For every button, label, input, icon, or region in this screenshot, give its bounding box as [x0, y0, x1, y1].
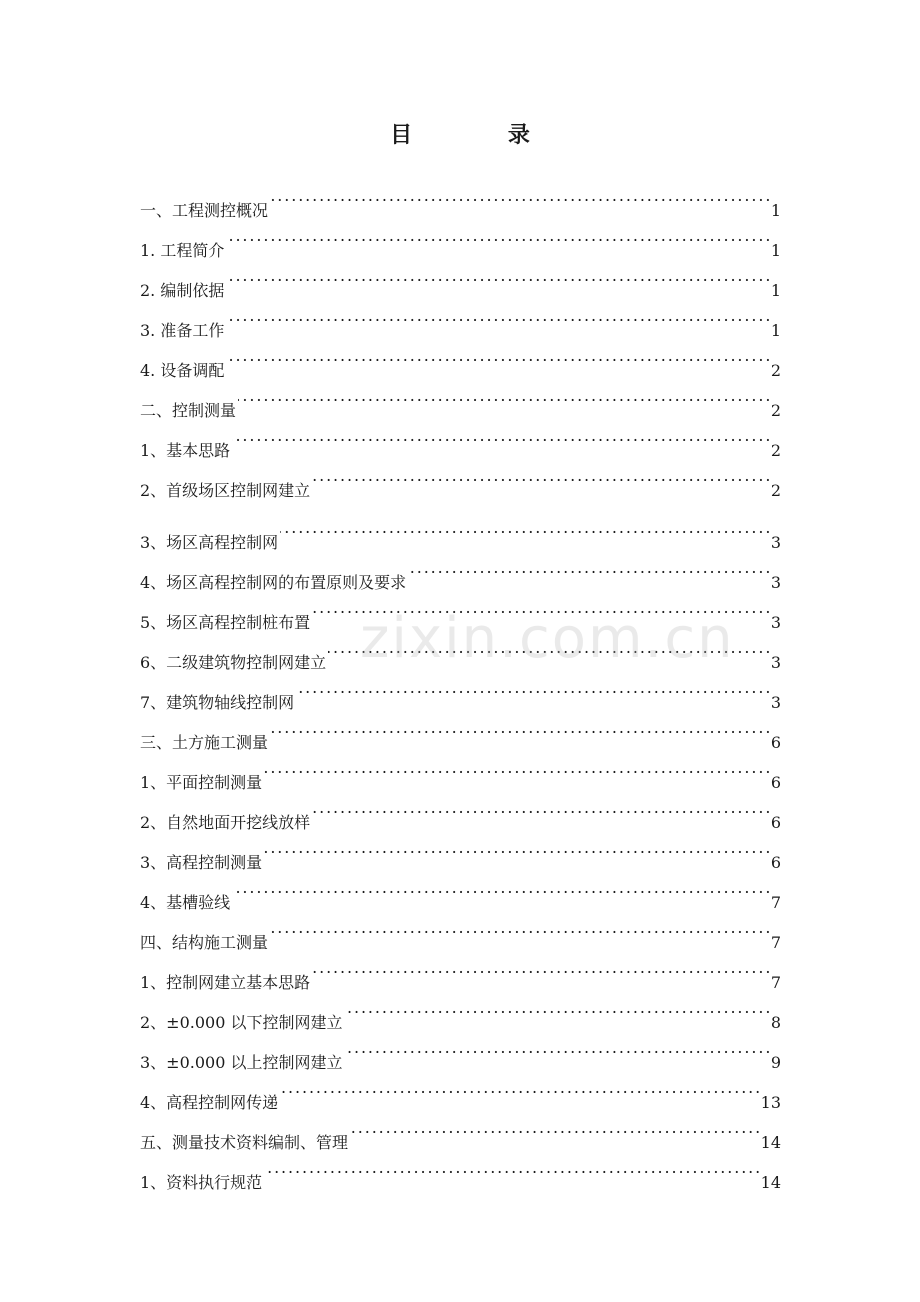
- toc-dot-leader: [270, 176, 769, 216]
- toc-entry-page: 2: [770, 401, 781, 420]
- toc-entry-page: 6: [770, 733, 781, 752]
- toc-entry[interactable]: [140, 376, 781, 420]
- toc-dot-leader: [312, 948, 769, 988]
- toc-entry-text: 2、自然地面开挖线放样: [140, 813, 311, 832]
- toc-entry-text: 一、工程测控概况: [140, 201, 269, 220]
- toc-entry-page: 2: [770, 361, 781, 380]
- toc-entry-page: 13: [760, 1093, 781, 1112]
- toc-entry-text: 1、基本思路: [140, 441, 231, 460]
- toc-entry-text: 五、测量技术资料编制、管理: [140, 1133, 349, 1152]
- toc-entry-page: 6: [770, 813, 781, 832]
- page-title: 目 录: [390, 122, 574, 148]
- toc-entry-page: 2: [770, 441, 781, 460]
- toc-dot-leader: [264, 828, 769, 868]
- toc-entry-text: 5、场区高程控制桩布置: [140, 613, 311, 632]
- toc-entry-text: 3. 准备工作: [140, 321, 225, 340]
- toc-entry-text: 三、土方施工测量: [140, 733, 269, 752]
- watermark: zixin.com.cn: [360, 606, 735, 671]
- toc-entry-text: 1、资料执行规范: [140, 1173, 263, 1192]
- toc-entry-page: 14: [760, 1133, 781, 1152]
- toc-dot-leader: [296, 668, 769, 708]
- toc-dot-leader: [344, 1028, 768, 1068]
- toc-entry-page: 3: [770, 653, 781, 672]
- toc-entry[interactable]: [140, 508, 781, 552]
- toc-dot-leader: [270, 908, 769, 948]
- toc-entry-text: 1、平面控制测量: [140, 773, 263, 792]
- toc-entry-text: 1. 工程简介: [140, 241, 225, 260]
- toc-dot-leader: [328, 628, 769, 668]
- toc-entry-page: 6: [770, 853, 781, 872]
- toc-entry[interactable]: [140, 296, 781, 340]
- toc-entry-page: 7: [770, 933, 781, 952]
- toc-entry-page: 1: [770, 241, 781, 260]
- toc-entry-text: 2、首级场区控制网建立: [140, 481, 311, 500]
- toc-entry-text: 4、基槽验线: [140, 893, 231, 912]
- toc-entry-page: 1: [770, 281, 781, 300]
- toc-dot-leader: [264, 748, 769, 788]
- toc-entry-page: 3: [770, 533, 781, 552]
- toc-dot-leader: [312, 788, 769, 828]
- toc-dot-leader: [226, 256, 768, 296]
- toc-entry-text: 2. 编制依据: [140, 281, 225, 300]
- toc-entry-text: 7、建筑物轴线控制网: [140, 693, 295, 712]
- toc-entry[interactable]: [140, 336, 781, 380]
- toc-dot-leader: [226, 296, 768, 336]
- toc-dot-leader: [232, 868, 769, 908]
- toc-entry-page: 8: [770, 1013, 781, 1032]
- toc-entry-page: 7: [770, 973, 781, 992]
- toc-entry[interactable]: [140, 456, 781, 502]
- toc-dot-leader: [226, 216, 768, 256]
- toc-entry[interactable]: [140, 216, 781, 260]
- toc-entry-page: 1: [770, 201, 781, 220]
- toc-entry-page: 7: [770, 893, 781, 912]
- toc-entry-page: 14: [760, 1173, 781, 1192]
- toc-entry-text: 3、场区高程控制网: [140, 533, 279, 552]
- toc-entry-text: 二、控制测量: [140, 401, 237, 420]
- toc-entry-page: 6: [770, 773, 781, 792]
- toc-entry-text: 4. 设备调配: [140, 361, 225, 380]
- toc-dot-leader: [312, 588, 769, 628]
- toc-entry-text: 6、二级建筑物控制网建立: [140, 653, 327, 672]
- toc-dot-leader: [344, 988, 768, 1028]
- toc-entry-page: 9: [770, 1053, 781, 1072]
- toc-dot-leader: [270, 708, 769, 748]
- toc-entry-page: 3: [770, 693, 781, 712]
- toc-entry-text: 4、高程控制网传递: [140, 1093, 279, 1112]
- toc-entry-text: 4、场区高程控制网的布置原则及要求: [140, 573, 407, 592]
- toc-dot-leader: [280, 508, 769, 548]
- toc-dot-leader: [280, 1068, 758, 1108]
- toc-entry-text: 2、±0.000 以下控制网建立: [140, 1013, 343, 1032]
- toc-dot-leader: [312, 456, 769, 496]
- table-of-contents: [140, 176, 781, 1192]
- toc-entry-text: 3、高程控制测量: [140, 853, 263, 872]
- toc-entry-text: 四、结构施工测量: [140, 933, 269, 952]
- toc-dot-leader: [226, 336, 768, 376]
- toc-dot-leader: [264, 1148, 758, 1188]
- toc-entry-page: 3: [770, 573, 781, 592]
- toc-dot-leader: [408, 548, 769, 588]
- toc-entry[interactable]: [140, 256, 781, 300]
- toc-entry-page: 3: [770, 613, 781, 632]
- toc-dot-leader: [350, 1108, 759, 1148]
- toc-dot-leader: [232, 416, 769, 456]
- toc-entry-page: 1: [770, 321, 781, 340]
- toc-entry[interactable]: [140, 908, 781, 952]
- toc-entry-text: 1、控制网建立基本思路: [140, 973, 311, 992]
- toc-entry[interactable]: [140, 868, 781, 912]
- toc-dot-leader: [238, 376, 769, 416]
- toc-entry[interactable]: [140, 416, 781, 460]
- toc-entry-text: 3、±0.000 以上控制网建立: [140, 1053, 343, 1072]
- toc-entry-page: 2: [770, 481, 781, 500]
- toc-entry[interactable]: [140, 176, 781, 220]
